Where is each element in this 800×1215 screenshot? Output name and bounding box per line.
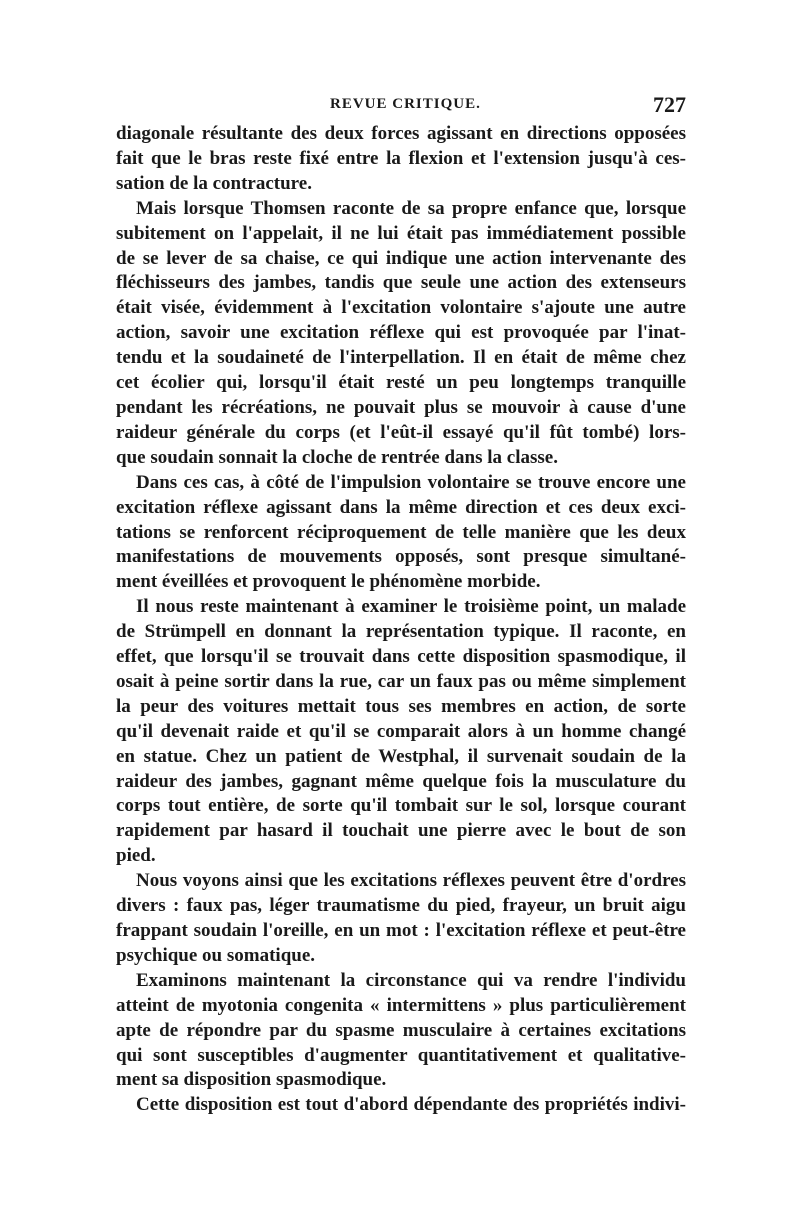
paragraph — [116, 969, 686, 1094]
text-line: que soudain sonnait la cloche de rentrée dans la classe. — [116, 446, 558, 468]
paragraph — [116, 122, 686, 197]
text-line: Examinons maintenant la circonstance qui va rendre l'individu — [136, 969, 686, 991]
text-line: sation de la contracture. — [116, 172, 312, 194]
text-line: corps tout entière, de sorte qu'il tombait sur le sol, lorsque courant — [116, 795, 686, 817]
text-line: tations se renforcent réciproquement de telle manière que les deux — [116, 521, 686, 543]
text-line: pied. — [116, 845, 156, 867]
text-line: pendant les récréations, ne pouvait plus se mouvoir à cause d'une — [116, 396, 686, 418]
text-line: en statue. Chez un patient de Westphal, il survenait soudain de la — [116, 745, 686, 767]
text-line: raideur générale du corps (et l'eût-il essayé qu'il fût tombé) lors- — [116, 421, 686, 443]
text-line: qu'il devenait raide et qu'il se comparait alors à un homme changé — [116, 720, 686, 742]
text-line: ment éveillées et provoquent le phénomène morbide. — [116, 571, 541, 593]
text-line: la peur des voitures mettait tous ses membres en action, de sorte — [116, 695, 686, 717]
text-line: excitation réflexe agissant dans la même direction et ces deux exci- — [116, 496, 686, 518]
text-line: qui sont susceptibles d'augmenter quantitativement et qualitative- — [116, 1044, 686, 1066]
text-line: psychique ou somatique. — [116, 944, 316, 966]
text-line: manifestations de mouvements opposés, sont presque simultané- — [116, 546, 686, 568]
text-line: de se lever de sa chaise, ce qui indique une action intervenante des — [116, 247, 686, 269]
text-line: atteint de myotonia congenita « intermittens » plus particulièrement — [116, 994, 686, 1016]
text-line: action, savoir une excitation réflexe qui est provoquée par l'inat- — [116, 322, 686, 344]
text-line: rapidement par hasard il touchait une pierre avec le bout de son — [116, 820, 686, 842]
text-line: était visée, évidemment à l'excitation volontaire s'ajoute une autre — [116, 297, 686, 319]
text-line: osait à peine sortir dans la rue, car un faux pas ou même simplement — [116, 670, 686, 692]
text-line: Cette disposition est tout d'abord dépendante des propriétés indivi- — [136, 1094, 686, 1116]
text-line: divers : faux pas, léger traumatisme du pied, frayeur, un bruit aigu — [116, 895, 686, 917]
text-line: Il nous reste maintenant à examiner le troisième point, un malade — [136, 596, 686, 618]
paragraph — [116, 471, 686, 596]
page-header — [112, 92, 686, 118]
body-text — [116, 122, 686, 1118]
text-line: frappant soudain l'oreille, en un mot : l'excitation réflexe et peut-être — [116, 920, 686, 941]
paragraph — [116, 869, 686, 969]
text-line: effet, que lorsqu'il se trouvait dans cette disposition spasmodique, il — [116, 646, 686, 668]
text-line: raideur des jambes, gagnant même quelque fois la musculature du — [116, 770, 686, 792]
paragraph — [116, 595, 686, 869]
text-line: apte de répondre par du spasme musculaire à certaines excitations — [116, 1019, 686, 1041]
text-line: diagonale résultante des deux forces agissant en directions opposées — [116, 123, 686, 144]
text-line: Mais lorsque Thomsen raconte de sa propre enfance que, lorsque — [136, 197, 686, 219]
running-head: REVUE CRITIQUE. — [330, 96, 481, 112]
text-line: Dans ces cas, à côté de l'impulsion volontaire se trouve encore une — [136, 471, 686, 493]
page-number: 727 — [653, 92, 686, 117]
text-line: subitement on l'appelait, il ne lui était pas immédiatement possible — [116, 222, 686, 244]
text-line: Nous voyons ainsi que les excitations réflexes peuvent être d'ordres — [136, 870, 686, 892]
text-line: tendu et la soudaineté de l'interpellation. Il en était de même chez — [116, 347, 686, 369]
paragraph — [116, 1093, 686, 1118]
paragraph — [116, 197, 686, 471]
text-line: fléchisseurs des jambes, tandis que seule une action des extenseurs — [116, 272, 686, 294]
text-line: cet écolier qui, lorsqu'il était resté un peu longtemps tranquille — [116, 372, 686, 394]
text-line: ment sa disposition spasmodique. — [116, 1069, 387, 1091]
text-line: de Strümpell en donnant la représentation typique. Il raconte, en — [116, 621, 686, 643]
text-line: fait que le bras reste fixé entre la flexion et l'extension jusqu'à ces- — [116, 147, 686, 169]
